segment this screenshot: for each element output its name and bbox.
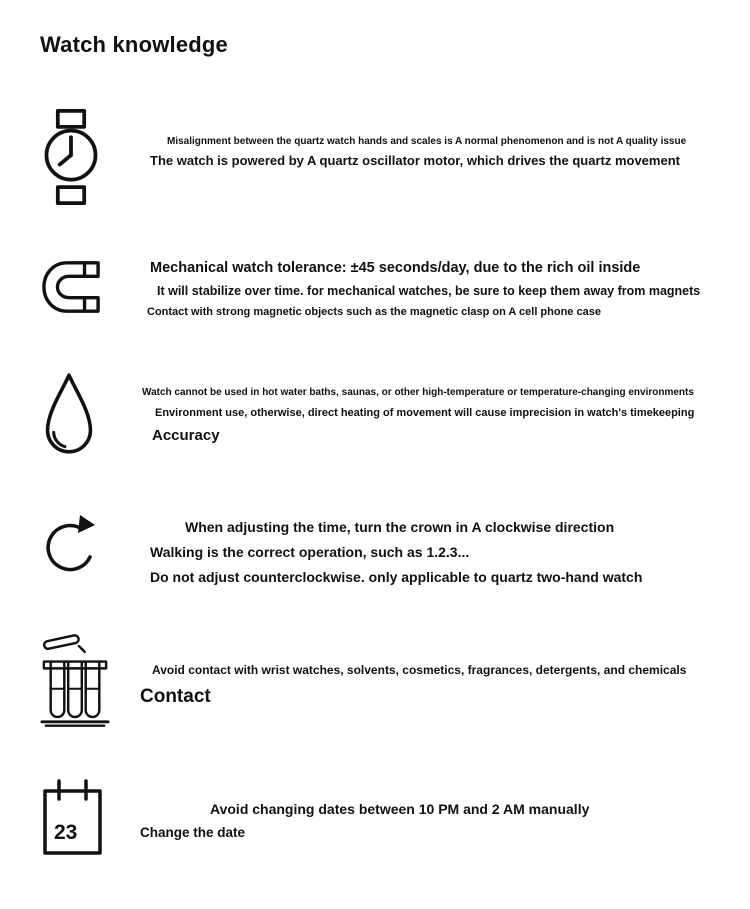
accuracy-environment-line: Environment use, otherwise, direct heating of movement will cause imprecision in watch's timekeeping bbox=[155, 407, 695, 420]
section-adjust-time bbox=[0, 509, 750, 585]
page-title: Watch knowledge bbox=[40, 32, 228, 57]
accuracy-heat-line: Watch cannot be used in hot water baths, saunas, or other high-temperature or temperature-changing environments bbox=[142, 386, 694, 398]
magnet-icon-svg bbox=[40, 258, 102, 316]
quartz-note-line: Misalignment between the quartz watch hands and scales is A normal phenomenon and is not A quality issue bbox=[167, 136, 687, 147]
section-magnet bbox=[0, 258, 750, 319]
clockwise-arrow-icon bbox=[40, 509, 115, 581]
magnet-tolerance-line: Mechanical watch tolerance: ±45 seconds/day, due to the rich oil inside bbox=[150, 260, 641, 276]
section-contact bbox=[0, 631, 750, 731]
water-drop-icon-svg bbox=[40, 369, 98, 463]
watch-icon-svg bbox=[40, 108, 102, 206]
date-avoid-line: Avoid changing dates between 10 PM and 2 AM manually bbox=[210, 800, 590, 817]
quartz-main-line: The watch is powered by A quartz oscillator motor, which drives the quartz movement bbox=[150, 152, 680, 168]
test-tubes-icon-svg bbox=[40, 631, 110, 731]
adjust-walking-line: Walking is the correct operation, such as 1.2.3... bbox=[150, 543, 470, 560]
section-change-date bbox=[0, 777, 750, 857]
watch-icon bbox=[40, 108, 115, 206]
adjust-clockwise-line: When adjusting the time, turn the crown in A clockwise direction bbox=[185, 518, 615, 535]
contact-chemicals-line: Avoid contact with wrist watches, solvents, cosmetics, fragrances, detergents, and chemicals bbox=[152, 662, 687, 677]
clockwise-arrow-icon-svg bbox=[40, 509, 102, 581]
section-quartz-text bbox=[115, 108, 750, 168]
water-drop-icon bbox=[40, 369, 115, 463]
section-contact-text bbox=[115, 631, 750, 708]
calendar-icon-svg bbox=[40, 777, 104, 857]
section-adjust-time-text bbox=[115, 509, 750, 585]
section-magnet-text bbox=[115, 258, 750, 319]
accuracy-label: Accuracy bbox=[152, 426, 220, 444]
magnet-icon bbox=[40, 258, 115, 316]
magnet-stabilize-line: It will stabilize over time. for mechanical watches, be sure to keep them away from magnets bbox=[157, 283, 701, 298]
section-accuracy bbox=[0, 369, 750, 463]
calendar-icon bbox=[40, 777, 115, 857]
section-change-date-text bbox=[115, 777, 750, 841]
adjust-counterclockwise-line: Do not adjust counterclockwise. only applicable to quartz two-hand watch bbox=[150, 568, 643, 585]
test-tubes-icon bbox=[40, 631, 115, 731]
section-accuracy-text bbox=[115, 369, 750, 444]
magnet-contact-line: Contact with strong magnetic objects such as the magnetic clasp on A cell phone case bbox=[147, 306, 601, 319]
contact-label: Contact bbox=[140, 685, 211, 707]
section-quartz-movement bbox=[0, 108, 750, 206]
calendar-date-value: 23 bbox=[54, 820, 78, 844]
change-date-label: Change the date bbox=[140, 825, 246, 841]
